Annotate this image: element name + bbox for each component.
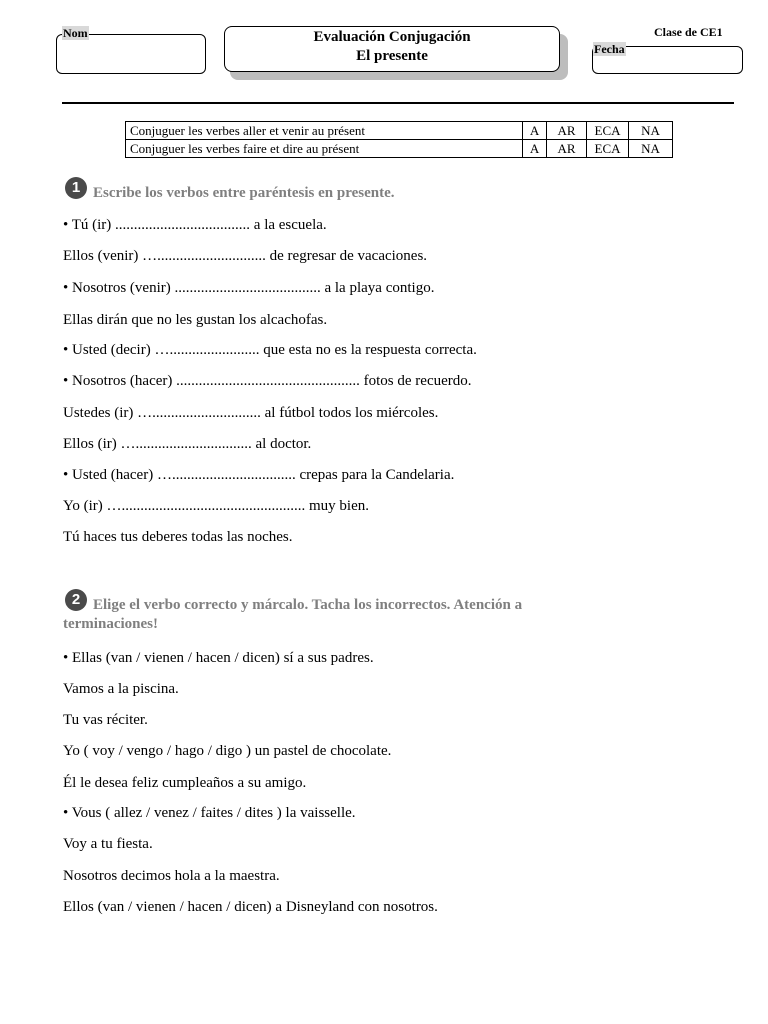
title-box: [224, 26, 560, 72]
exercise2-instruction: Elige el verbo correcto y márcalo. Tacha los incorrectos. Atención a: [93, 597, 523, 613]
page-title: Evaluación Conjugación: [313, 29, 471, 45]
level-cell[interactable]: AR: [547, 140, 587, 158]
table-row: [126, 140, 673, 158]
table-row: [126, 122, 673, 140]
competency-text: Conjuguer les verbes aller et venir au présent: [126, 122, 523, 140]
level-cell[interactable]: ECA: [587, 122, 629, 140]
exercise1-instruction: Escribe los verbos entre paréntesis en presente.: [93, 185, 395, 201]
exercise1-line: Tú haces tus deberes todas las noches.: [63, 529, 293, 545]
header-divider: [62, 102, 734, 104]
exercise2-line: Él le desea feliz cumpleaños a su amigo.: [63, 775, 307, 791]
exercise1-line: Ustedes (ir) …............................. al fútbol todos los miércoles.: [63, 405, 439, 421]
exercise2-line: Voy a tu fiesta.: [63, 836, 153, 852]
exercise2-line: • Vous ( allez / venez / faites / dites ) la vaisselle.: [63, 805, 356, 821]
exercise-number-badge: 2: [65, 589, 87, 611]
class-label: Clase de CE1: [654, 25, 723, 39]
exercise1-line: • Usted (decir) …........................ que esta no es la respuesta correcta.: [63, 342, 477, 358]
exercise1-line: Ellos (venir) …............................. de regresar de vacaciones.: [63, 248, 428, 264]
page-subtitle: El presente: [356, 48, 428, 64]
exercise1-line: • Nosotros (hacer) ................................................. fotos de recuerdo.: [63, 373, 472, 389]
level-cell[interactable]: NA: [629, 140, 673, 158]
level-cell[interactable]: NA: [629, 122, 673, 140]
level-cell[interactable]: A: [523, 122, 547, 140]
name-label: Nom: [63, 26, 88, 40]
exercise2-line: Ellos (van / vienen / hacen / dicen) a Disneyland con nosotros.: [63, 899, 438, 915]
exercise2-line: Tu vas réciter.: [63, 712, 148, 728]
exercise-number-badge: 1: [65, 177, 87, 199]
level-cell[interactable]: ECA: [587, 140, 629, 158]
exercise1-line: • Tú (ir) .................................... a la escuela.: [63, 217, 327, 233]
exercise1-line: • Usted (hacer) …................................. crepas para la Candelaria.: [63, 467, 455, 483]
exercise2-line: Vamos a la piscina.: [63, 681, 179, 697]
exercise2-line: • Ellas (van / vienen / hacen / dicen) sí a sus padres.: [63, 650, 374, 666]
exercise1-line: Ellas dirán que no les gustan los alcachofas.: [63, 312, 328, 328]
exercise1-line: Ellos (ir) …............................... al doctor.: [63, 436, 312, 452]
level-cell[interactable]: AR: [547, 122, 587, 140]
name-field[interactable]: [56, 34, 206, 74]
date-label: Fecha: [594, 42, 625, 56]
competency-table: [125, 121, 673, 158]
exercise2-instruction-cont: terminaciones!: [63, 616, 158, 632]
exercise2-line: Nosotros decimos hola a la maestra.: [63, 868, 280, 884]
exercise2-line: Yo ( voy / vengo / hago / digo ) un pastel de chocolate.: [63, 743, 392, 759]
level-cell[interactable]: A: [523, 140, 547, 158]
exercise1-line: Yo (ir) …................................................. muy bien.: [63, 498, 369, 514]
exercise1-line: • Nosotros (venir) ....................................... a la playa contigo.: [63, 280, 435, 296]
competency-text: Conjuguer les verbes faire et dire au présent: [126, 140, 523, 158]
